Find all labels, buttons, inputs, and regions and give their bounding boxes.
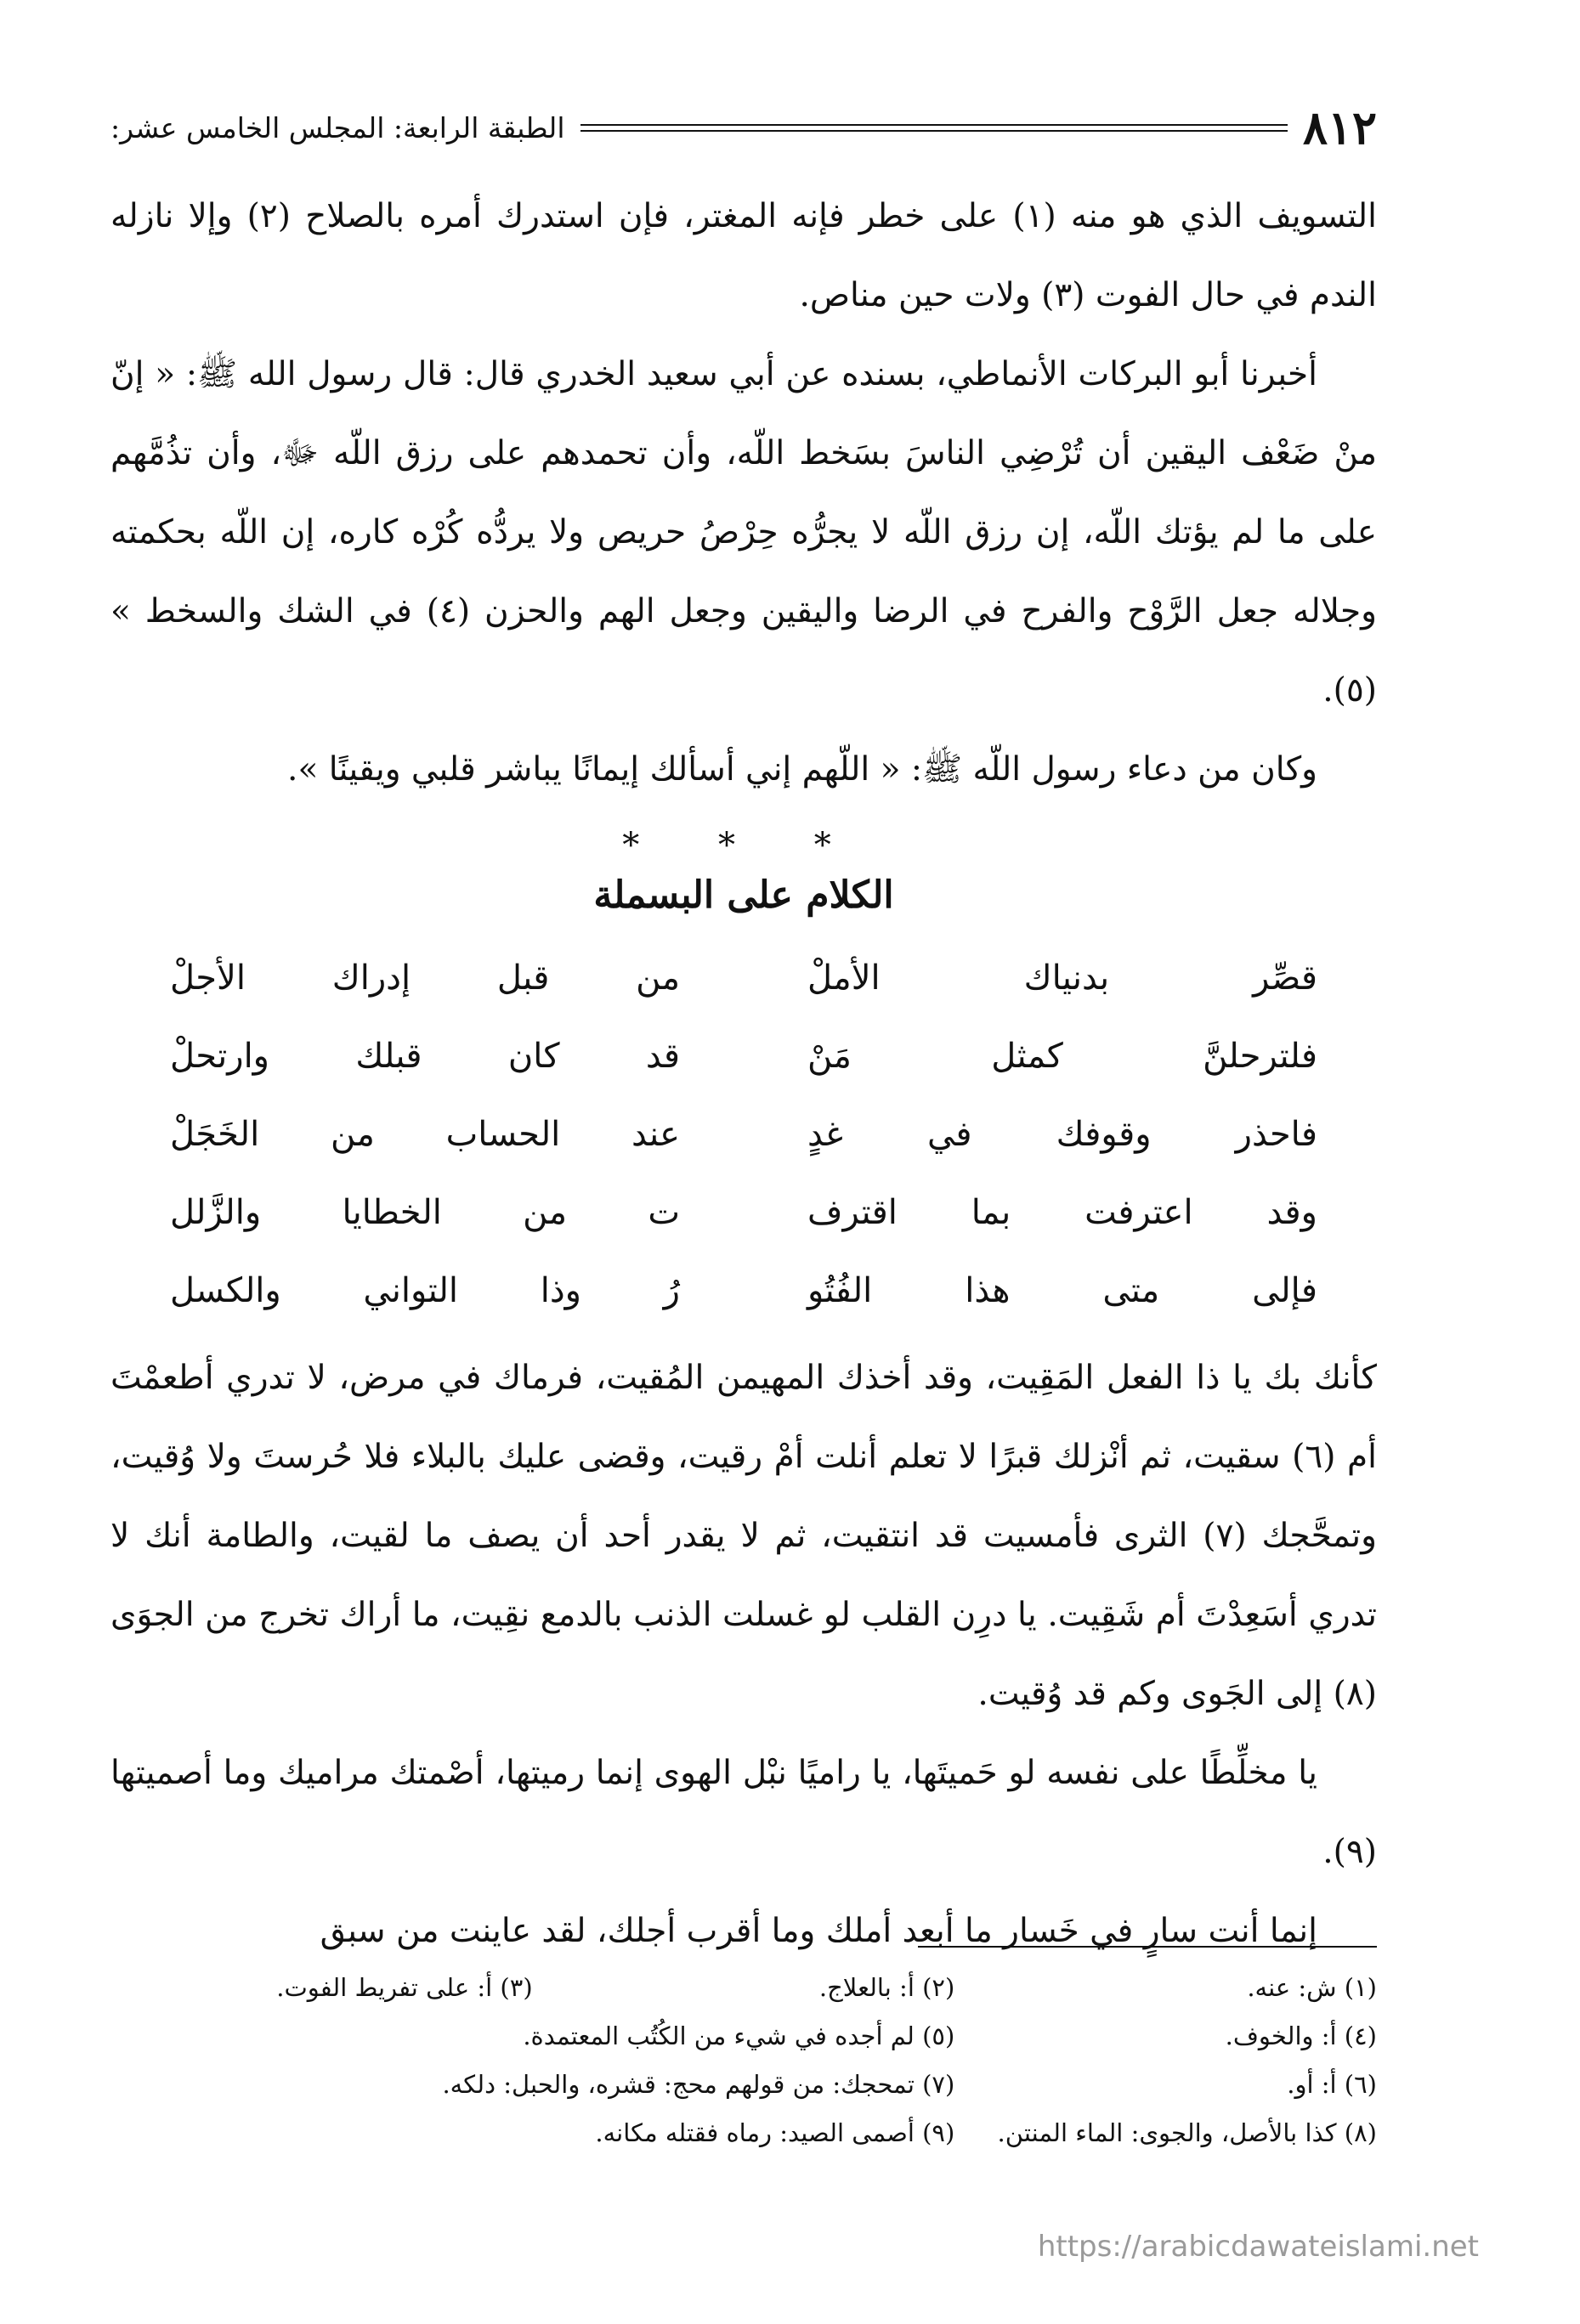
verse-second-hemistich: من قبل إدراك الأجلْ: [170, 958, 680, 998]
footnote-row: [110, 1963, 1377, 2011]
poem-verse: [170, 1252, 1317, 1330]
poem-verse: [170, 1017, 1317, 1095]
watermark-url: https://arabicdawateislami.net: [1037, 2230, 1479, 2264]
paragraph: التسويف الذي هو منه (١) على خطر فإنه المغتر، فإن استدرك أمره بالصلاح (٢) وإلا نازله الندم في حال الفوت (٣) ولات حين مناص.: [110, 197, 1377, 314]
paragraph: أخبرنا أبو البركات الأنماطي، بسنده عن أبي سعيد الخدري قال: قال رسول الله ﷺ: « إنّ منْ ضَعْف اليقين أن تُرْضِي الناسَ بسَخط اللّه، وأن تحمدهم على رزق اللّه ﷻ، وأن تذُمَّهم على ما لم يؤتك اللّه، إن رزق اللّه لا يجرُّه حِرْصُ حريص ولا يردُّه كُرْه كاره، إن اللّه بحكمته وجلاله جعل الرَّوْح والفرح في الرضا واليقين وجعل الهم والحزن (٤) في الشك والسخط » (٥).: [110, 355, 1377, 710]
poem-verse: [170, 1173, 1317, 1252]
verse-first-hemistich: وقد اعترفت بما اقترف: [807, 1193, 1317, 1232]
footnote: (٨) كذا بالأصل، والجوى: الماء المنتن.: [997, 2118, 1377, 2147]
footnote: (٥) لم أجده في شيء من الكُتُب المعتمدة.: [523, 2021, 955, 2050]
verse-first-hemistich: فلترحلنَّ كمثل مَنْ: [807, 1037, 1317, 1076]
footnote: (١) ش: عنه.: [1247, 1972, 1377, 2002]
footnote: (٤) أ: والخوف.: [1225, 2021, 1377, 2050]
poem-verse: [170, 1095, 1317, 1173]
paragraph: وكان من دعاء رسول اللّه ﷺ: « اللّهم إني أسألك إيمانًا يباشر قلبي ويقينًا ».: [287, 750, 1317, 789]
page-number: ٨١٢: [1302, 100, 1377, 155]
verse-second-hemistich: رُ وذا التواني والكسل: [170, 1271, 680, 1310]
poem-verse: [170, 939, 1317, 1017]
verse-second-hemistich: عند الحساب من الخَجَلْ: [170, 1115, 680, 1154]
footnote-row: [110, 2108, 1377, 2157]
section-separator: * * *: [622, 826, 865, 865]
verse-first-hemistich: فإلى متى هذا الفُتُو: [807, 1271, 1317, 1310]
main-text: [110, 177, 1377, 1971]
verse-first-hemistich: فاحذر وقوفك في غدٍ: [807, 1115, 1317, 1154]
verse-first-hemistich: قصِّر بدنياك الأملْ: [807, 958, 1317, 998]
header-double-rule: [580, 124, 1288, 132]
footnote: (٢) أ: بالعلاج.: [818, 1972, 955, 2002]
footnote: (٦) أ: أو.: [1287, 2069, 1377, 2099]
running-header: [110, 102, 1377, 153]
paragraph: يا مخلِّطًا على نفسه لو حَميتَها، يا راميًا نبْل الهوى إنما رميتها، أصْمتك مراميك وما أصميتها (٩).: [110, 1754, 1377, 1871]
paragraph: إنما أنت سارٍ في خَسار ما أبعد أملك وما أقرب أجلك، لقد عاينت من سبق: [320, 1912, 1317, 1950]
verse-second-hemistich: ت من الخطايا والزَّلل: [170, 1193, 680, 1232]
paragraph: كأنك بك يا ذا الفعل المَقِيت، وقد أخذك المهيمن المُقيت، فرماك في مرض، لا تدري أطعمْتَ أم (٦) سقيت، ثم أنْزلك قبرًا لا تعلم أنلت أمْ رقيت، وقضى عليك بالبلاء فلا حُرستَ ولا وُقيت، وتمحَّجك (٧) الثرى فأمسيت قد انتقيت، ثم لا يقدر أحد أن يصف ما لقيت، والطامة أنك لا تدري أسَعِدْتَ أم شَقِيت. يا درِن القلب لو غسلت الذنب بالدمع نقِيت، ما أراك تخرج من الجوَى (٨) إلى الجَوى وكم قد وُقيت.: [110, 1359, 1377, 1713]
footnote: (٣) أ: على تفريط الفوت.: [276, 1972, 533, 2002]
footnote-row: [110, 2060, 1377, 2108]
footnotes: [110, 1963, 1377, 2157]
poem: [170, 939, 1317, 1330]
footnote-rule: [918, 1946, 1377, 1948]
section-title: الكلام على البسملة: [593, 874, 894, 917]
footnote: (٩) أصمى الصيد: رماه فقتله مكانه.: [595, 2118, 955, 2147]
running-title: الطبقة الرابعة: المجلس الخامس عشر:: [110, 110, 565, 144]
footnote: (٧) تمحجك: من قولهم محج: قشره، والحبل: دلكه.: [442, 2069, 955, 2099]
footnote-row: [110, 2011, 1377, 2060]
verse-second-hemistich: قد كان قبلك وارتحلْ: [170, 1037, 680, 1076]
